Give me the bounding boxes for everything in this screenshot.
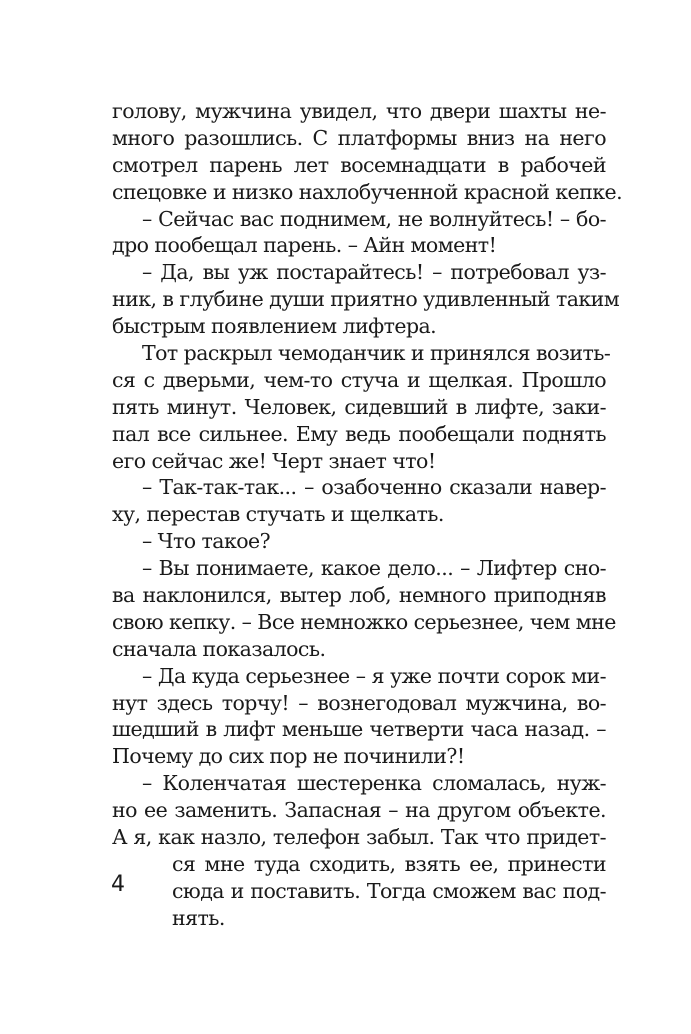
text-line: ся мне туда сходить, взять ее, принести (172, 851, 606, 876)
text-line: быстрым появлением лифтера. (112, 314, 437, 339)
text-line: – Коленчатая шестеренка сломалась, нуж- (142, 771, 606, 796)
text-line: пал все сильнее. Ему ведь пообещали поднять (112, 421, 606, 446)
text-line: шедший в лифт меньше четверти часа назад. – (112, 717, 606, 742)
text-line: ся с дверьми, чем-то стуча и щелкая. Прошло (112, 367, 606, 392)
text-line: Почему до сих пор не починили?! (112, 744, 465, 769)
text-line: – Да куда серьезнее – я уже почти сорок ми- (142, 663, 606, 688)
text-line: сначала показалось. (112, 636, 326, 661)
text-line: – Сейчас вас поднимем, не волнуйтесь! – бо- (142, 206, 606, 231)
text-line: спецовке и низко нахлобученной красной кепке. (112, 179, 623, 204)
text-line: голову, мужчина увидел, что двери шахты не- (112, 99, 606, 123)
text-line: ник, в глубине души приятно удивленный таким (112, 287, 620, 312)
page-number: 4 (111, 872, 125, 897)
text-line: нять. (172, 905, 225, 930)
text-line: А я, как назло, телефон забыл. Так что придет- (112, 825, 606, 850)
text-line: – Что такое? (142, 529, 271, 554)
text-line: – Вы понимаете, какое дело... – Лифтер сно- (142, 556, 606, 581)
text-line: ва наклонился, вытер лоб, немного приподняв (112, 583, 606, 608)
text-line: но ее заменить. Запасная – на другом объекте. (112, 798, 606, 823)
text-line: Тот раскрыл чемоданчик и принялся возить- (142, 341, 611, 366)
text-line: свою кепку. – Все немножко серьезнее, чем мне (112, 609, 616, 634)
text-line: много разошлись. С платформы вниз на него (112, 125, 606, 150)
text-line: пять минут. Человек, сидевший в лифте, заки- (112, 394, 606, 419)
text-line: – Так-так-так... – озабоченно сказали навер- (142, 475, 606, 500)
text-line: смотрел парень лет восемнадцати в рабочей (112, 152, 606, 177)
text-line: его сейчас же! Черт знает что! (112, 448, 436, 473)
text-line: дро пообещал парень. – Айн момент! (112, 233, 497, 258)
text-line: ху, перестав стучать и щелкать. (112, 502, 444, 527)
text-line: – Да, вы уж постарайтесь! – потребовал уз- (142, 260, 606, 285)
body-text (112, 98, 623, 932)
text-line: нут здесь торчу! – вознегодовал мужчина, во- (112, 690, 606, 715)
text-line: сюда и поставить. Тогда сможем вас под- (172, 878, 606, 903)
